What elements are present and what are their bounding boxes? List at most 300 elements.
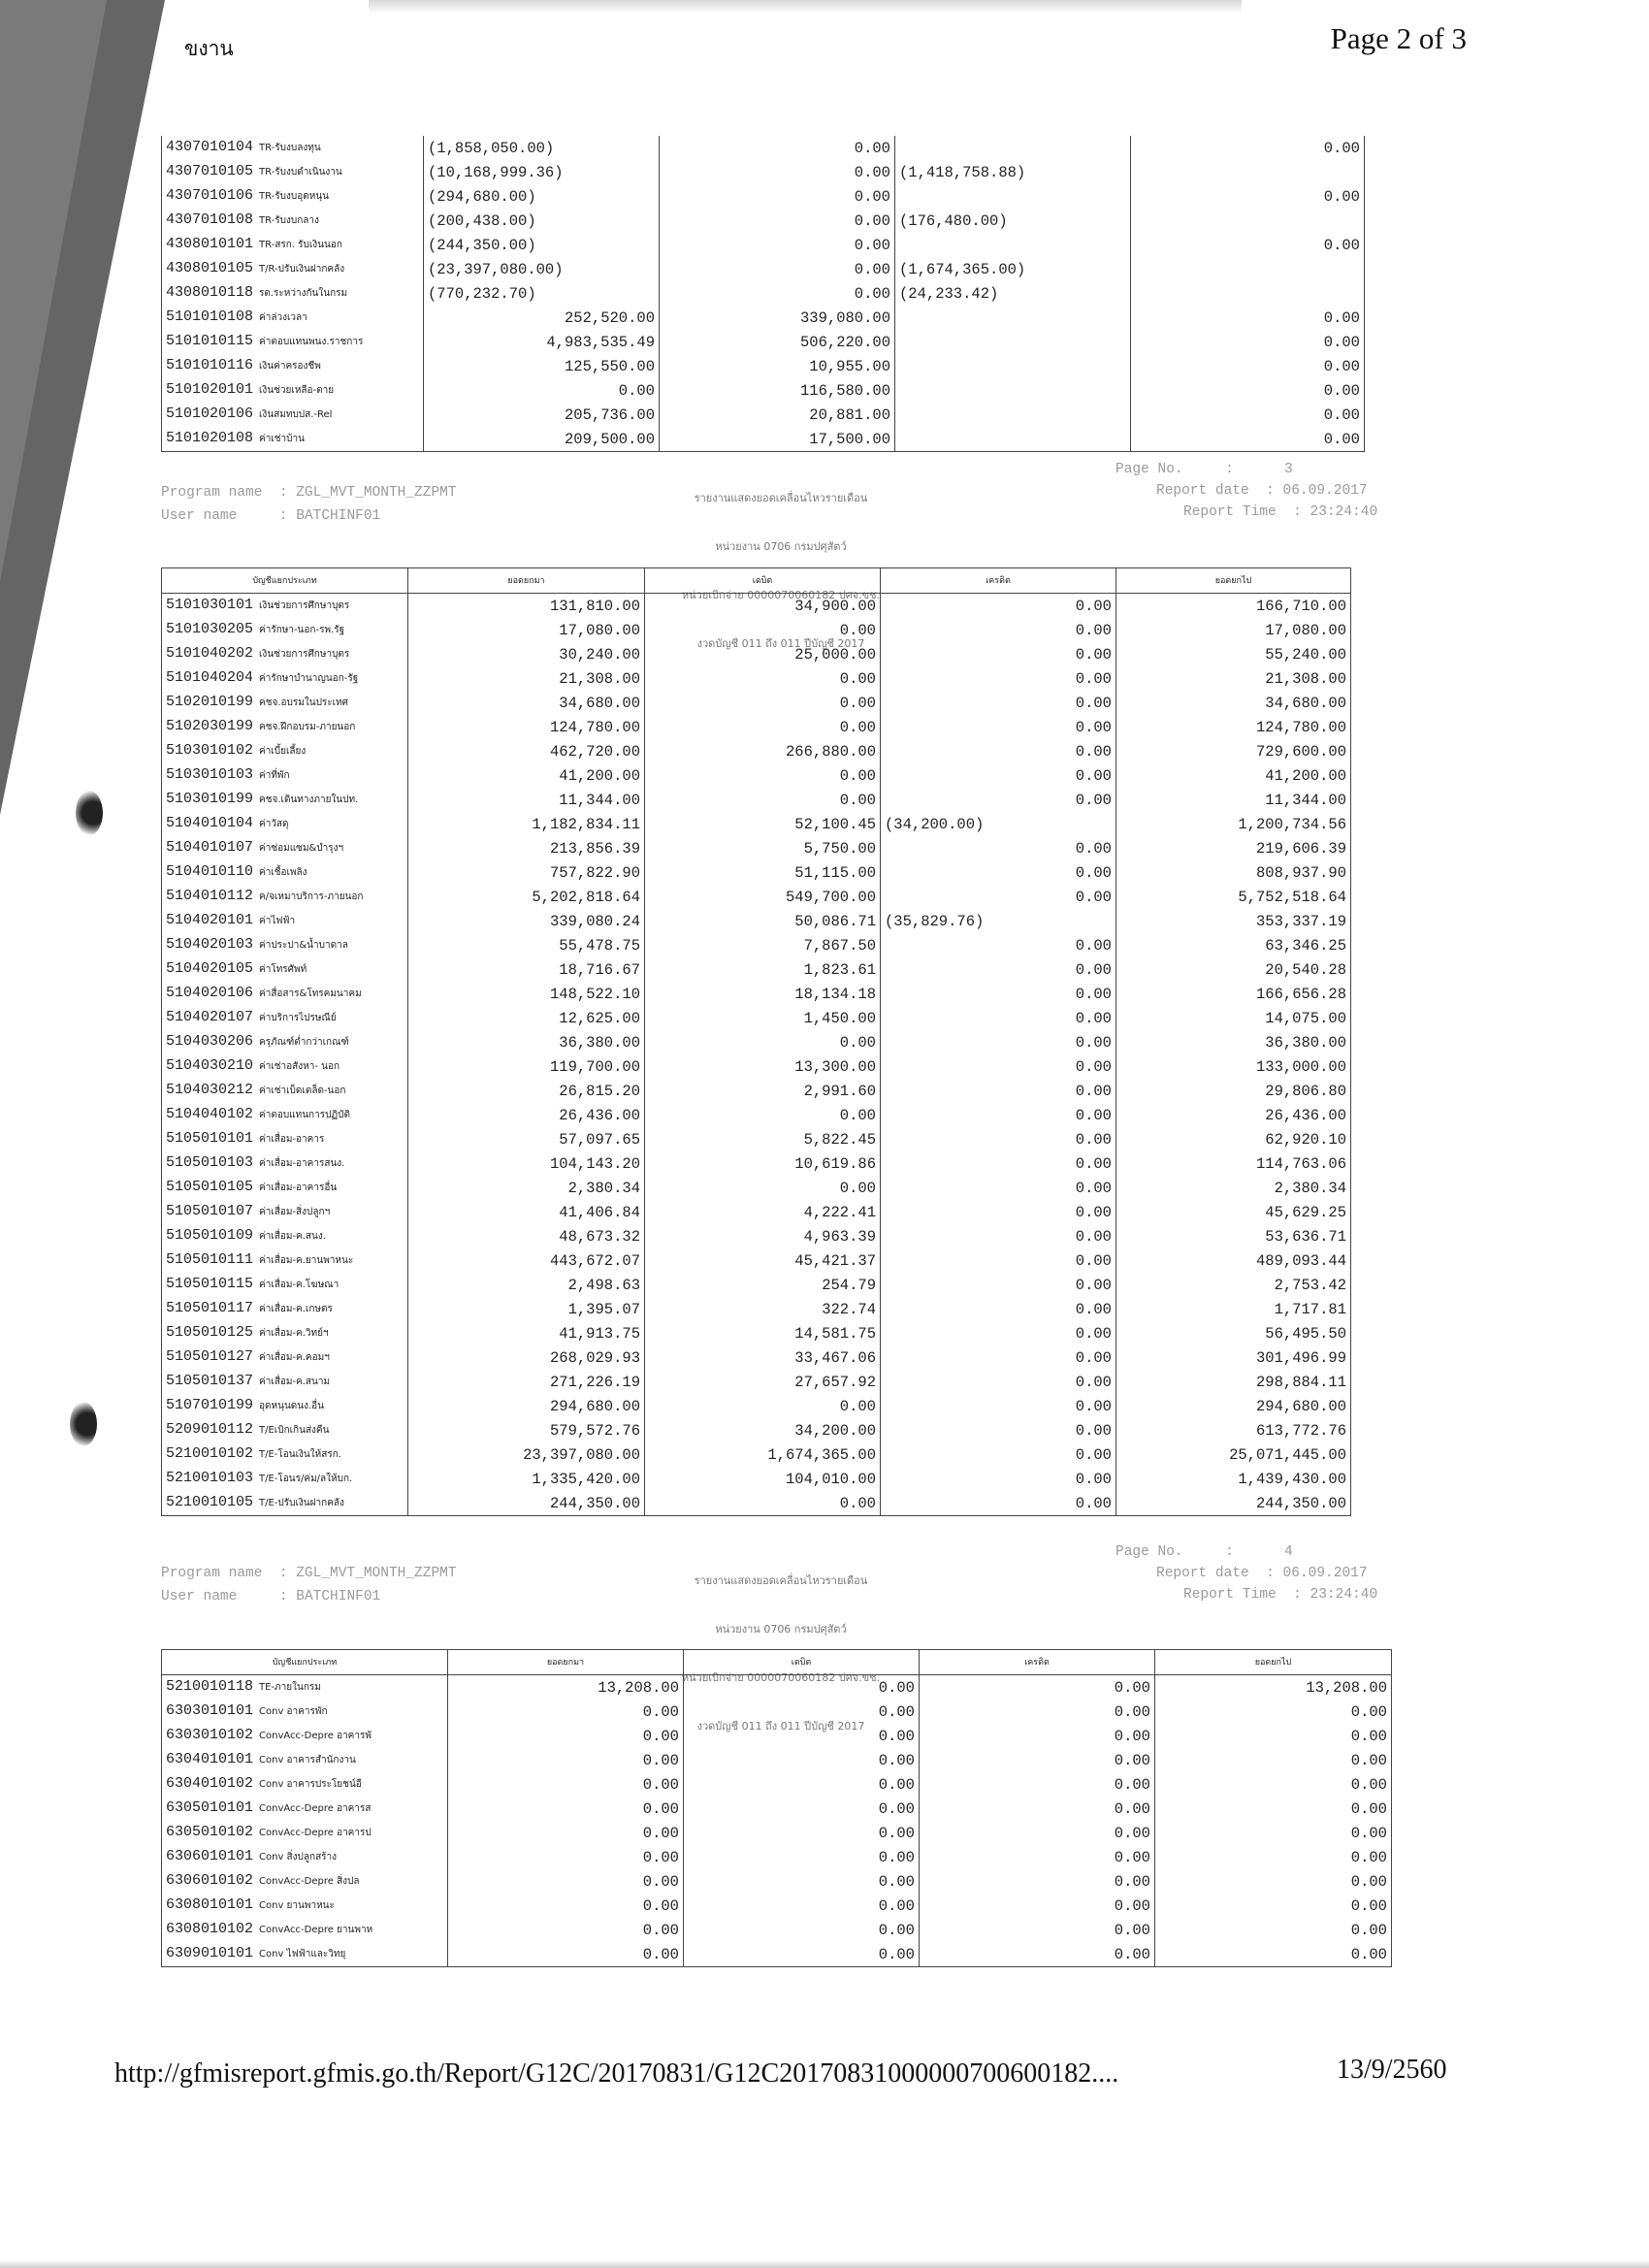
- account-code: 5105010103: [166, 1154, 254, 1171]
- amount-cell: 1,439,430.00: [1116, 1467, 1351, 1491]
- table-row: [162, 1894, 1392, 1918]
- page-label: Page 2 of 3: [1330, 21, 1467, 55]
- account-cell: [162, 909, 408, 933]
- amount-cell: 5,750.00: [645, 836, 881, 860]
- account-name: ConvAcc-Depre สิ่งปล: [259, 1876, 360, 1887]
- account-code: 5104020106: [166, 985, 254, 1001]
- amount-cell: 1,674,365.00: [645, 1442, 881, 1467]
- amount-cell: 0.00: [448, 1700, 684, 1724]
- amount-cell: (294,680.00): [424, 184, 660, 209]
- amount-cell: 34,900.00: [645, 594, 881, 619]
- amount-cell: 0.00: [881, 1345, 1116, 1370]
- table-row: [162, 982, 1351, 1006]
- amount-cell: 2,498.63: [408, 1273, 645, 1297]
- account-name: ค่าล่วงเวลา: [259, 312, 307, 323]
- account-cell: [162, 330, 424, 354]
- account-name: TR-รับงบลงทุน: [259, 143, 321, 153]
- amount-cell: 0.00: [645, 666, 881, 691]
- amount-cell: (200,438.00): [424, 209, 660, 233]
- account-code: 6304010102: [166, 1775, 254, 1792]
- amount-cell: 613,772.76: [1116, 1418, 1351, 1442]
- amount-cell: [895, 378, 1131, 403]
- table-row: [162, 1942, 1392, 1967]
- account-cell: [162, 715, 408, 739]
- account-code: 4308010118: [166, 284, 254, 301]
- amount-cell: 0.00: [645, 618, 881, 642]
- account-cell: [162, 306, 424, 330]
- report-agency: หน่วยงาน 0706 กรมปศุสัตว์: [715, 540, 847, 553]
- table-row: [162, 860, 1351, 885]
- account-name: ค่าเชื้อเพลิง: [259, 867, 307, 878]
- amount-cell: (244,350.00): [424, 233, 660, 257]
- amount-cell: 148,522.10: [408, 982, 645, 1006]
- amount-cell: 506,220.00: [660, 330, 895, 354]
- table-row: [162, 354, 1365, 378]
- amount-cell: 0.00: [1131, 378, 1365, 403]
- table-row: [162, 1845, 1392, 1869]
- source-url[interactable]: http://gfmisreport.gfmis.go.th/Report/G12C/20170831/G12C20170831000000700600182....: [114, 2058, 1119, 2089]
- account-cell: [162, 739, 408, 763]
- table-row: [162, 715, 1351, 739]
- account-cell: [162, 378, 424, 403]
- amount-cell: 0.00: [684, 1700, 920, 1724]
- amount-cell: [895, 427, 1131, 452]
- amount-cell: 0.00: [448, 1821, 684, 1845]
- account-code: 5210010118: [166, 1678, 254, 1695]
- amount-cell: 0.00: [1155, 1869, 1392, 1894]
- amount-cell: 0.00: [920, 1748, 1155, 1772]
- col-header-brought-forward: ยอดยกมา: [408, 568, 645, 594]
- amount-cell: 1,450.00: [645, 1006, 881, 1030]
- amount-cell: 166,656.28: [1116, 982, 1351, 1006]
- amount-cell: 62,920.10: [1116, 1127, 1351, 1151]
- amount-cell: 104,010.00: [645, 1467, 881, 1491]
- amount-cell: 0.00: [881, 715, 1116, 739]
- table-row: [162, 1869, 1392, 1894]
- amount-cell: 339,080.00: [660, 306, 895, 330]
- account-name: ค่าไฟฟ้า: [259, 916, 296, 926]
- amount-cell: 14,581.75: [645, 1321, 881, 1345]
- amount-cell: 41,913.75: [408, 1321, 645, 1345]
- amount-cell: 0.00: [881, 1491, 1116, 1516]
- account-cell: [162, 933, 408, 957]
- amount-cell: (10,168,999.36): [424, 160, 660, 184]
- col-header-debit: เดบิต: [684, 1650, 920, 1675]
- account-code: 6306010102: [166, 1872, 254, 1889]
- amount-cell: 45,421.37: [645, 1248, 881, 1273]
- ledger-table-1: [161, 136, 1365, 452]
- amount-cell: 294,680.00: [408, 1394, 645, 1418]
- account-cell: [162, 354, 424, 378]
- report-disbursing-unit: หน่วยเบิกจ่าย 0000070060182 ปศจ.ขช.: [681, 589, 881, 601]
- amount-cell: 133,000.00: [1116, 1054, 1351, 1079]
- account-code: 5101040202: [166, 645, 254, 662]
- amount-cell: 0.00: [660, 209, 895, 233]
- account-code: 4307010105: [166, 163, 254, 179]
- table-row: [162, 330, 1365, 354]
- amount-cell: 13,208.00: [1155, 1675, 1392, 1701]
- amount-cell: 0.00: [881, 1079, 1116, 1103]
- amount-cell: 0.00: [1131, 184, 1365, 209]
- amount-cell: 51,115.00: [645, 860, 881, 885]
- amount-cell: 0.00: [881, 885, 1116, 909]
- account-code: 5104020101: [166, 912, 254, 928]
- amount-cell: 26,436.00: [1116, 1103, 1351, 1127]
- amount-cell: 0.00: [660, 257, 895, 281]
- amount-cell: 41,200.00: [1116, 763, 1351, 788]
- amount-cell: 18,134.18: [645, 982, 881, 1006]
- account-name: ค่าสื่อสาร&โทรคมนาคม: [259, 988, 362, 999]
- account-name: เงินช่วยการศึกษาบุตร: [259, 649, 350, 660]
- table-row: [162, 933, 1351, 957]
- account-code: 5101010115: [166, 333, 254, 349]
- table-row: [162, 184, 1365, 209]
- col-header-credit: เครดิต: [881, 568, 1116, 594]
- amount-cell: 0.00: [660, 184, 895, 209]
- table-row: [162, 1176, 1351, 1200]
- account-code: 6308010102: [166, 1921, 254, 1937]
- report-date: Report date : 06.09.2017: [1156, 483, 1368, 499]
- amount-cell: 0.00: [1131, 330, 1365, 354]
- amount-cell: 10,619.86: [645, 1151, 881, 1176]
- account-code: 5104010104: [166, 815, 254, 831]
- account-cell: [162, 136, 424, 160]
- account-cell: [162, 812, 408, 836]
- amount-cell: 0.00: [684, 1772, 920, 1797]
- amount-cell: 12,625.00: [408, 1006, 645, 1030]
- account-code: 5104040102: [166, 1106, 254, 1122]
- table-row: [162, 957, 1351, 982]
- col-header-carried-forward: ยอดยกไป: [1116, 568, 1351, 594]
- amount-cell: [895, 403, 1131, 427]
- table-row: [162, 1054, 1351, 1079]
- table-row: [162, 739, 1351, 763]
- amount-cell: 0.00: [660, 160, 895, 184]
- account-name: ค่ารักษาบำนาญนอก-รัฐ: [259, 673, 359, 684]
- amount-cell: 41,406.84: [408, 1200, 645, 1224]
- account-code: 4308010105: [166, 260, 254, 276]
- amount-cell: 0.00: [881, 1200, 1116, 1224]
- account-name: TR-รับงบอุดหนุน: [259, 191, 329, 202]
- account-name: ค่ารักษา-นอก-รพ.รัฐ: [259, 625, 345, 635]
- scan-top-shadow: [369, 0, 1242, 14]
- amount-cell: 124,780.00: [1116, 715, 1351, 739]
- amount-cell: 17,080.00: [1116, 618, 1351, 642]
- table-row: [162, 403, 1365, 427]
- amount-cell: (34,200.00): [881, 812, 1116, 836]
- table-row: [162, 1345, 1351, 1370]
- account-cell: [162, 1151, 408, 1176]
- amount-cell: 36,380.00: [1116, 1030, 1351, 1054]
- table-row: [162, 1370, 1351, 1394]
- account-cell: [162, 691, 408, 715]
- account-code: 6309010101: [166, 1945, 254, 1961]
- amount-cell: 0.00: [881, 1224, 1116, 1248]
- table-row: [162, 306, 1365, 330]
- account-cell: [162, 1030, 408, 1054]
- account-code: 5102030199: [166, 718, 254, 734]
- account-code: 5105010105: [166, 1179, 254, 1195]
- account-name: ค่าเสื่อม-อาคาร: [259, 1134, 325, 1145]
- amount-cell: 53,636.71: [1116, 1224, 1351, 1248]
- amount-cell: [1131, 257, 1365, 281]
- table-row: [162, 1297, 1351, 1321]
- amount-cell: 0.00: [448, 1918, 684, 1942]
- amount-cell: 353,337.19: [1116, 909, 1351, 933]
- account-cell: [162, 1772, 448, 1797]
- table-row: [162, 1442, 1351, 1467]
- amount-cell: 0.00: [881, 957, 1116, 982]
- table-row: [162, 281, 1365, 306]
- table-row: [162, 1273, 1351, 1297]
- ledger-table-3-header: [162, 1650, 1392, 1675]
- amount-cell: 0.00: [645, 1176, 881, 1200]
- account-name: ค่าเสื่อม-ค.คอมฯ: [259, 1352, 330, 1363]
- table-row: [162, 642, 1351, 666]
- amount-cell: 2,380.34: [1116, 1176, 1351, 1200]
- amount-cell: 0.00: [881, 1176, 1116, 1200]
- account-name: Conv อาคารพัก: [259, 1706, 328, 1717]
- folded-corner-highlight: [0, 0, 107, 582]
- account-cell: [162, 1748, 448, 1772]
- amount-cell: [1131, 209, 1365, 233]
- amount-cell: 0.00: [881, 1006, 1116, 1030]
- punch-hole-icon: [76, 791, 103, 835]
- table-row: [162, 1079, 1351, 1103]
- page-number: Page No. : 4: [1116, 1544, 1293, 1560]
- amount-cell: 2,380.34: [408, 1176, 645, 1200]
- table-row: [162, 136, 1365, 160]
- amount-cell: 131,810.00: [408, 594, 645, 619]
- amount-cell: 0.00: [1155, 1748, 1392, 1772]
- amount-cell: 0.00: [881, 666, 1116, 691]
- page-number: Page No. : 3: [1116, 462, 1293, 477]
- amount-cell: 0.00: [881, 836, 1116, 860]
- account-cell: [162, 594, 408, 619]
- amount-cell: 18,716.67: [408, 957, 645, 982]
- amount-cell: 119,700.00: [408, 1054, 645, 1079]
- account-cell: [162, 982, 408, 1006]
- amount-cell: 549,700.00: [645, 885, 881, 909]
- account-cell: [162, 885, 408, 909]
- amount-cell: 0.00: [920, 1918, 1155, 1942]
- table-row: [162, 594, 1351, 619]
- account-cell: [162, 160, 424, 184]
- report-period: งวดบัญชี 011 ถึง 011 ปีบัญชี 2017: [696, 1720, 865, 1733]
- amount-cell: 0.00: [1155, 1821, 1392, 1845]
- account-name: ค่าเสื่อม-ค.สนง.: [259, 1231, 326, 1242]
- account-cell: [162, 209, 424, 233]
- account-cell: [162, 957, 408, 982]
- amount-cell: 0.00: [684, 1675, 920, 1701]
- account-cell: [162, 1491, 408, 1516]
- account-cell: [162, 1821, 448, 1845]
- amount-cell: 0.00: [881, 1418, 1116, 1442]
- amount-cell: 0.00: [1131, 306, 1365, 330]
- account-code: 5105010127: [166, 1348, 254, 1365]
- amount-cell: 1,395.07: [408, 1297, 645, 1321]
- account-code: 4307010108: [166, 211, 254, 228]
- account-code: 5101030101: [166, 597, 254, 613]
- table-row: [162, 1103, 1351, 1127]
- amount-cell: 0.00: [448, 1894, 684, 1918]
- table-row: [162, 1772, 1392, 1797]
- amount-cell: 0.00: [1131, 427, 1365, 452]
- amount-cell: 254.79: [645, 1273, 881, 1297]
- account-name: T/E-โอนร/ค่ม/ลให้บก.: [259, 1474, 353, 1484]
- amount-cell: 757,822.90: [408, 860, 645, 885]
- amount-cell: 0.00: [1131, 233, 1365, 257]
- amount-cell: 0.00: [1131, 403, 1365, 427]
- amount-cell: 0.00: [645, 1103, 881, 1127]
- table-row: [162, 763, 1351, 788]
- account-cell: [162, 1675, 448, 1701]
- table-row: [162, 1748, 1392, 1772]
- amount-cell: 0.00: [448, 1942, 684, 1967]
- account-name: TR-รับงบกลาง: [259, 215, 319, 226]
- amount-cell: 0.00: [684, 1845, 920, 1869]
- account-name: คชจ.อบรมในประเทศ: [259, 697, 349, 708]
- amount-cell: 0.00: [448, 1869, 684, 1894]
- account-name: ค่าเสื่อม-ค.สนาม: [259, 1377, 331, 1387]
- account-cell: [162, 1297, 408, 1321]
- account-code: 6305010102: [166, 1824, 254, 1840]
- amount-cell: 4,963.39: [645, 1224, 881, 1248]
- amount-cell: (176,480.00): [895, 209, 1131, 233]
- amount-cell: 0.00: [881, 691, 1116, 715]
- account-code: 5104030206: [166, 1033, 254, 1050]
- account-name: ConvAcc-Depre ยานพาห: [259, 1925, 373, 1935]
- account-name: ค่าเสื่อม-ค.เกษตร: [259, 1304, 333, 1314]
- amount-cell: 1,200,734.56: [1116, 812, 1351, 836]
- user-name-label: User name : BATCHINF01: [161, 1589, 381, 1604]
- amount-cell: 5,202,818.64: [408, 885, 645, 909]
- amount-cell: 0.00: [684, 1748, 920, 1772]
- amount-cell: 27,657.92: [645, 1370, 881, 1394]
- amount-cell: 21,308.00: [408, 666, 645, 691]
- account-cell: [162, 403, 424, 427]
- amount-cell: 729,600.00: [1116, 739, 1351, 763]
- account-cell: [162, 763, 408, 788]
- amount-cell: 0.00: [1155, 1772, 1392, 1797]
- account-cell: [162, 1700, 448, 1724]
- account-code: 5101020101: [166, 381, 254, 398]
- account-name: Conv ยานพาหนะ: [259, 1900, 335, 1911]
- amount-cell: 462,720.00: [408, 739, 645, 763]
- table-row: [162, 909, 1351, 933]
- account-name: Conv อาคารประโยชน์อื: [259, 1779, 362, 1790]
- amount-cell: 0.00: [881, 739, 1116, 763]
- account-code: 5210010102: [166, 1445, 254, 1462]
- amount-cell: (1,674,365.00): [895, 257, 1131, 281]
- account-name: Conv ไฟฟ้าและวิทยุ: [259, 1949, 346, 1960]
- account-code: 5105010111: [166, 1251, 254, 1268]
- amount-cell: 125,550.00: [424, 354, 660, 378]
- amount-cell: 0.00: [920, 1675, 1155, 1701]
- amount-cell: 55,478.75: [408, 933, 645, 957]
- table-row: [162, 1248, 1351, 1273]
- table-row: [162, 1467, 1351, 1491]
- account-name: ค่าซ่อมแซม&บำรุงฯ: [259, 843, 344, 854]
- amount-cell: 0.00: [881, 1321, 1116, 1345]
- account-name: ค่าเสื่อม-ค.โฆษณา: [259, 1280, 340, 1290]
- account-cell: [162, 233, 424, 257]
- amount-cell: 0.00: [684, 1942, 920, 1967]
- account-name: ค่าเสื่อม-ค.วิทย์ฯ: [259, 1328, 329, 1339]
- amount-cell: [895, 354, 1131, 378]
- account-name: คชจ.เดินทางภายในปท.: [259, 794, 359, 805]
- amount-cell: 2,753.42: [1116, 1273, 1351, 1297]
- amount-cell: 41,200.00: [408, 763, 645, 788]
- account-name: TE-ภายในกรม: [259, 1682, 321, 1693]
- account-code: 5210010103: [166, 1470, 254, 1486]
- ledger-table-1-body: [162, 136, 1365, 452]
- amount-cell: 0.00: [684, 1797, 920, 1821]
- amount-cell: 20,540.28: [1116, 957, 1351, 982]
- amount-cell: 11,344.00: [1116, 788, 1351, 812]
- amount-cell: 36,380.00: [408, 1030, 645, 1054]
- amount-cell: 0.00: [448, 1724, 684, 1748]
- amount-cell: 17,500.00: [660, 427, 895, 452]
- account-cell: [162, 1394, 408, 1418]
- amount-cell: 21,308.00: [1116, 666, 1351, 691]
- account-code: 5101040204: [166, 669, 254, 686]
- report-period: งวดบัญชี 011 ถึง 011 ปีบัญชี 2017: [696, 637, 865, 650]
- amount-cell: 1,335,420.00: [408, 1467, 645, 1491]
- amount-cell: 0.00: [448, 1845, 684, 1869]
- account-name: ค่าเสื่อม-อาคารสนง.: [259, 1158, 345, 1169]
- amount-cell: 298,884.11: [1116, 1370, 1351, 1394]
- amount-cell: 5,752,518.64: [1116, 885, 1351, 909]
- amount-cell: 271,226.19: [408, 1370, 645, 1394]
- col-header-debit: เดบิต: [645, 568, 881, 594]
- amount-cell: 0.00: [448, 1748, 684, 1772]
- account-cell: [162, 860, 408, 885]
- account-code: 5101020108: [166, 430, 254, 446]
- account-cell: [162, 281, 424, 306]
- amount-cell: 244,350.00: [1116, 1491, 1351, 1516]
- col-header-account: บัญชีแยกประเภท: [162, 1650, 448, 1675]
- amount-cell: 20,881.00: [660, 403, 895, 427]
- account-code: 5105010115: [166, 1276, 254, 1292]
- col-header-brought-forward: ยอดยกมา: [448, 1650, 684, 1675]
- amount-cell: 0.00: [920, 1869, 1155, 1894]
- amount-cell: [895, 184, 1131, 209]
- table-row: [162, 378, 1365, 403]
- amount-cell: 0.00: [881, 1127, 1116, 1151]
- amount-cell: 0.00: [881, 788, 1116, 812]
- account-code: 5101010108: [166, 308, 254, 325]
- amount-cell: 1,717.81: [1116, 1297, 1351, 1321]
- account-code: 5105010107: [166, 1203, 254, 1219]
- account-cell: [162, 666, 408, 691]
- account-name: ค่าที่พัก: [259, 770, 290, 781]
- amount-cell: 0.00: [881, 642, 1116, 666]
- amount-cell: 0.00: [645, 763, 881, 788]
- account-cell: [162, 1442, 408, 1467]
- report-disbursing-unit: หน่วยเบิกจ่าย 0000070060182 ปศจ.ขช.: [681, 1671, 881, 1684]
- amount-cell: 52,100.45: [645, 812, 881, 836]
- amount-cell: 26,436.00: [408, 1103, 645, 1127]
- account-cell: [162, 1079, 408, 1103]
- amount-cell: 34,680.00: [1116, 691, 1351, 715]
- account-code: 6305010101: [166, 1799, 254, 1816]
- ledger-table-3-body: [162, 1675, 1392, 1967]
- account-name: ค่าโทรศัพท์: [259, 964, 307, 975]
- amount-cell: (1,418,758.88): [895, 160, 1131, 184]
- scan-bottom-edge: [0, 2260, 1649, 2268]
- amount-cell: 124,780.00: [408, 715, 645, 739]
